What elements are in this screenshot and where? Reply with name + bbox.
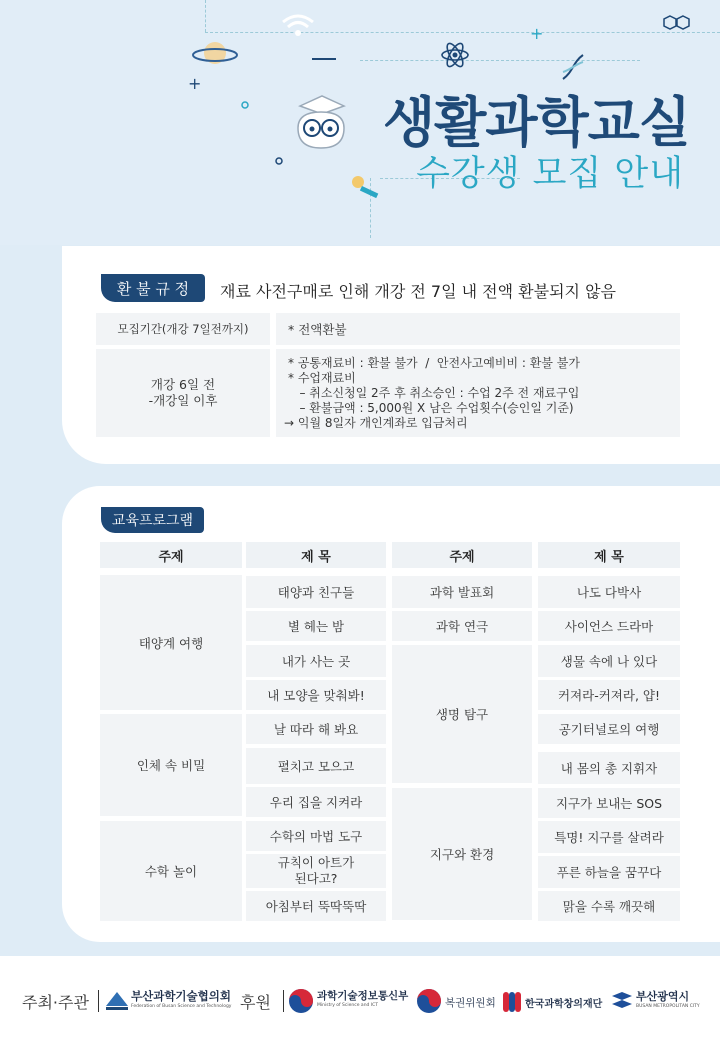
program-title-cell: 푸른 하늘을 꿈꾸다 (538, 856, 680, 888)
sponsor-sub: BUSAN METROPOLITAN CITY (636, 1004, 700, 1009)
footer-separator (283, 990, 284, 1012)
policy-line: → 익월 8일자 개인계좌로 입금처리 (284, 415, 468, 430)
taegeuk-logo-icon (288, 988, 314, 1014)
host-logo (131, 988, 231, 1009)
program-title-cell: 내 모양을 맞춰봐! (246, 680, 386, 710)
sparkle-icon: + (530, 24, 544, 43)
refund-policy-text: * 전액환불 (276, 313, 680, 345)
table-header: 주제 (100, 542, 242, 568)
program-title-cell: 아침부터 뚝딱뚝딱 (246, 891, 386, 921)
policy-line: * 수업재료비 (288, 370, 356, 385)
taegeuk-logo-icon (416, 988, 442, 1014)
busan-logo-icon (610, 990, 634, 1012)
atom-icon (440, 40, 470, 70)
host-name: 부산과학기술협의회 (131, 989, 231, 1003)
refund-period-label (96, 349, 270, 437)
program-title-cell: 커져라-커져라, 얍! (538, 680, 680, 710)
theme-cell: 과학 발표회 (392, 576, 532, 608)
decor-line (360, 60, 640, 61)
program-title-cell: 맑을 수록 깨끗해 (538, 891, 680, 921)
scientist-mascot-icon (288, 88, 354, 154)
planet-icon (190, 36, 240, 70)
wifi-icon (280, 12, 316, 38)
theme-cell: 지구와 환경 (392, 788, 532, 920)
program-title-cell: 공기터널로의 여행 (538, 714, 680, 744)
theme-cell: 생명 탐구 (392, 645, 532, 783)
program-pill: 교육프로그램 (101, 507, 204, 533)
refund-notice: 재료 사전구매로 인해 개강 전 7일 내 전액 환불되지 않음 (220, 282, 616, 301)
period-line: 개강 6일 전 (150, 377, 216, 392)
program-title-cell: 우리 집을 지켜라 (246, 787, 386, 817)
page-subtitle: 수강생 모집 안내 (416, 154, 684, 194)
theme-cell: 과학 연극 (392, 611, 532, 641)
program-title-cell: 나도 다박사 (538, 576, 680, 608)
host-sub: Federation of Busan Science and Technology (131, 1004, 232, 1009)
sponsor-name: 과학기술정보통신부 (317, 990, 409, 1002)
program-title-cell: 펼치고 모으고 (246, 748, 386, 784)
sponsor-label: 후원 (240, 993, 271, 1012)
policy-line: * 공통재료비 : 환불 불가 / 안전사고예비비 : 환불 불가 (288, 355, 580, 370)
kofac-logo-icon (502, 990, 522, 1014)
table-header: 제 목 (538, 542, 680, 568)
theme-cell: 태양계 여행 (100, 575, 242, 710)
decor-line (205, 0, 206, 32)
footer-separator (98, 990, 99, 1012)
program-title-cell: 사이언스 드라마 (538, 611, 680, 641)
table-header: 제 목 (246, 542, 386, 568)
program-title-cell: 지구가 보내는 SOS (538, 788, 680, 818)
page-title: 생활과학교실 (383, 91, 690, 154)
sponsor-logo: 한국과학창의재단 (525, 999, 603, 1010)
period-line: -개강일 이후 (148, 393, 218, 408)
program-title-cell: 별 헤는 밤 (246, 611, 386, 641)
program-title-cell: 내가 사는 곳 (246, 645, 386, 677)
sparkle-icon: + (188, 74, 202, 93)
program-title-cell: 날 따라 해 봐요 (246, 714, 386, 744)
theme-cell: 수학 놀이 (100, 821, 242, 921)
host-label: 주최·주관 (22, 993, 89, 1012)
sponsor-logo (317, 988, 408, 1008)
theme-cell: 인체 속 비밀 (100, 714, 242, 816)
refund-period-label: 모집기간(개강 7일전까지) (96, 313, 270, 345)
tools-icon (348, 174, 384, 200)
policy-line: – 취소신청일 2주 후 취소승인 : 수업 2주 전 재료구입 (288, 385, 580, 400)
fbst-logo-icon (104, 990, 130, 1012)
program-title-cell: 특명! 지구를 살려라 (538, 821, 680, 853)
sponsor-name: 부산광역시 (636, 990, 690, 1003)
refund-policy-text (276, 349, 680, 437)
program-title-cell: 수학의 마법 도구 (246, 821, 386, 851)
dot-icon (240, 100, 250, 110)
sponsor-sub: Ministry of Science and ICT (317, 1003, 379, 1008)
program-title-cell: 생물 속에 나 있다 (538, 645, 680, 677)
molecule-icon (662, 12, 692, 36)
program-title-cell: 규칙이 아트가 된다고? (246, 854, 386, 888)
sponsor-logo: 복권위원회 (445, 997, 496, 1009)
policy-line: – 환불금액 : 5,000원 X 남은 수업횟수(승인일 기준) (288, 400, 574, 415)
dash-mark (312, 58, 336, 60)
sponsor-logo (636, 988, 700, 1009)
dna-icon (558, 52, 588, 82)
dot-icon (274, 156, 284, 166)
table-header: 주제 (392, 542, 532, 568)
program-title-cell: 태양과 친구들 (246, 576, 386, 608)
refund-pill: 환 불 규 정 (101, 274, 205, 302)
program-title-cell: 내 몸의 총 지휘자 (538, 752, 680, 784)
